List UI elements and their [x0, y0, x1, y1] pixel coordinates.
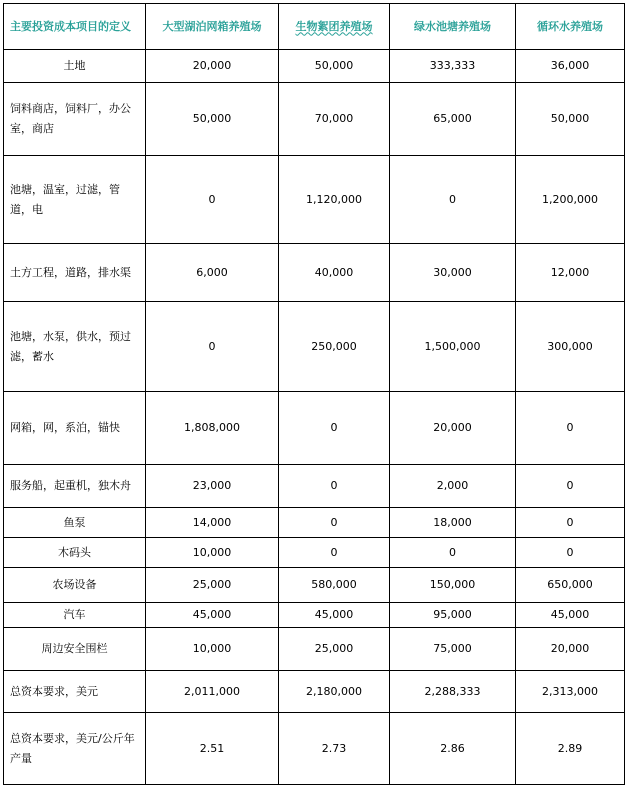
- cell-value: 36,000: [516, 50, 625, 83]
- table-row: [4, 244, 625, 302]
- table-row: [4, 713, 625, 785]
- cell-value: 45,000: [279, 603, 390, 628]
- cell-value: 14,000: [146, 508, 279, 538]
- table-row: [4, 50, 625, 83]
- table-row: [4, 465, 625, 508]
- cell-value: 25,000: [146, 568, 279, 603]
- table-row: [4, 302, 625, 392]
- cell-value: 1,200,000: [516, 156, 625, 244]
- cell-value: 50,000: [146, 83, 279, 156]
- cell-value: 0: [279, 508, 390, 538]
- cell-value: 2,180,000: [279, 671, 390, 713]
- cell-value: 50,000: [516, 83, 625, 156]
- cell-value: 0: [279, 465, 390, 508]
- cell-value: 70,000: [279, 83, 390, 156]
- cell-value: 0: [390, 156, 516, 244]
- cell-value: 0: [146, 156, 279, 244]
- row-label: 池塘，水泵，供水，预过滤，蓄水: [4, 302, 146, 392]
- table-row: [4, 628, 625, 671]
- cell-value: 65,000: [390, 83, 516, 156]
- row-label: 汽车: [4, 603, 146, 628]
- table-row: [4, 538, 625, 568]
- table-row: [4, 392, 625, 465]
- cell-value: 2.73: [279, 713, 390, 785]
- row-label: [4, 392, 146, 465]
- cell-value: 0: [390, 538, 516, 568]
- cell-value: 0: [516, 508, 625, 538]
- table-row: [4, 83, 625, 156]
- table-row: [4, 568, 625, 603]
- cell-value: 250,000: [279, 302, 390, 392]
- table-row: [4, 671, 625, 713]
- cell-value: 1,808,000: [146, 392, 279, 465]
- cell-value: 12,000: [516, 244, 625, 302]
- cell-value: 0: [516, 392, 625, 465]
- header-green-water-pond-farm: 绿水池塘养殖场: [390, 4, 516, 50]
- cell-value: 650,000: [516, 568, 625, 603]
- table-row: [4, 508, 625, 538]
- cell-value: 10,000: [146, 538, 279, 568]
- cell-value: 1,120,000: [279, 156, 390, 244]
- cell-value: 2,288,333: [390, 671, 516, 713]
- row-label: 周边安全围栏: [4, 628, 146, 671]
- table-row: [4, 156, 625, 244]
- cell-value: 30,000: [390, 244, 516, 302]
- cell-value: 2,000: [390, 465, 516, 508]
- row-label: 服务船，起重机，独木舟: [4, 465, 146, 508]
- cell-value: 6,000: [146, 244, 279, 302]
- row-label: 土地: [4, 50, 146, 83]
- cell-value: 2,313,000: [516, 671, 625, 713]
- header-cost-item: 主要投资成本项目的定义: [4, 4, 146, 50]
- row-label: 木码头: [4, 538, 146, 568]
- cell-value: 10,000: [146, 628, 279, 671]
- cell-value: 20,000: [146, 50, 279, 83]
- row-label: 鱼泵: [4, 508, 146, 538]
- header-row: [4, 4, 625, 50]
- cell-value: 150,000: [390, 568, 516, 603]
- cell-value: 1,500,000: [390, 302, 516, 392]
- cell-value: 50,000: [279, 50, 390, 83]
- cell-value: 0: [516, 538, 625, 568]
- investment-cost-table: [3, 3, 625, 785]
- header-lake-cage-farm: 大型湖泊网箱养殖场: [146, 4, 279, 50]
- header-biofloc-farm: [279, 4, 390, 50]
- row-label-text: 网箱，网，系泊，锚快: [10, 421, 120, 434]
- row-label: 池塘，温室，过滤，管道，电: [4, 156, 146, 244]
- cell-value: 0: [279, 538, 390, 568]
- cell-value: 0: [516, 465, 625, 508]
- cost-table-container: [3, 3, 625, 785]
- row-label: 饲料商店，饲料厂，办公室，商店: [4, 83, 146, 156]
- cell-value: 0: [279, 392, 390, 465]
- cell-value: 2.89: [516, 713, 625, 785]
- cell-value: 580,000: [279, 568, 390, 603]
- row-label: 土方工程，道路，排水渠: [4, 244, 146, 302]
- cell-value: 0: [146, 302, 279, 392]
- cell-value: 20,000: [516, 628, 625, 671]
- row-label: 总资本要求，美元: [4, 671, 146, 713]
- cell-value: 45,000: [146, 603, 279, 628]
- cell-value: 2,011,000: [146, 671, 279, 713]
- cell-value: 2.86: [390, 713, 516, 785]
- header-recirculating-farm: 循环水养殖场: [516, 4, 625, 50]
- table-row: [4, 603, 625, 628]
- cell-value: 40,000: [279, 244, 390, 302]
- cell-value: 20,000: [390, 392, 516, 465]
- cell-value: 45,000: [516, 603, 625, 628]
- cell-value: 18,000: [390, 508, 516, 538]
- cell-value: 95,000: [390, 603, 516, 628]
- row-label: 农场设备: [4, 568, 146, 603]
- row-label: 总资本要求，美元/公斤年产量: [4, 713, 146, 785]
- cell-value: 25,000: [279, 628, 390, 671]
- cell-value: 333,333: [390, 50, 516, 83]
- cell-value: 75,000: [390, 628, 516, 671]
- header-biofloc-label: 生物絮团养殖场: [295, 19, 373, 33]
- cell-value: 23,000: [146, 465, 279, 508]
- cell-value: 2.51: [146, 713, 279, 785]
- cell-value: 300,000: [516, 302, 625, 392]
